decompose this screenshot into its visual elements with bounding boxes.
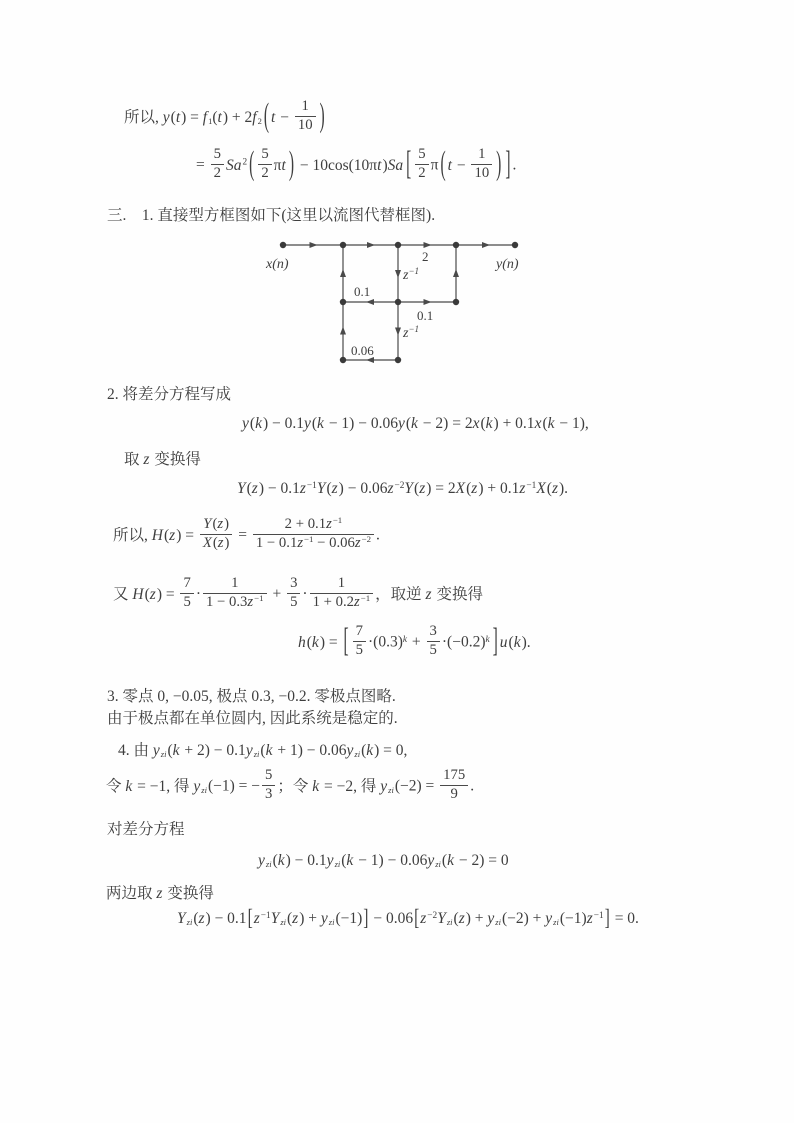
text-zeros-poles: 3. 零点 0, −0.05, 极点 0.3, −0.2. 零极点图略. — [107, 688, 396, 705]
formula-yt-definition: 所以, $y(t) = f_1(t) + 2f_2$ ( t − $\frac{1}{10}$ ) — [124, 98, 325, 135]
formula-zero-input-equation: $y_{zi}(k) - 0.1y_{zi}(k - 1) - 0.06y_{zi}(k - 2) = 0$ — [258, 852, 509, 870]
text-for-difference-equation: 对差分方程 — [107, 821, 185, 838]
signal-flow-graph — [256, 234, 561, 379]
graph-node — [453, 242, 459, 248]
graph-label: 0.06 — [351, 343, 374, 358]
graph-arrowhead — [366, 299, 374, 305]
formula-initial-conditions: 令 k = −1, 得 $y_{zi}(-1)$ = − $\frac{5}{3}$ ；令 k = −2, 得 $y_{zi}(-2)$ = $\frac{175}{9}$ . — [106, 767, 475, 802]
text-take-z-transform: 取 z 变换得 — [124, 451, 201, 468]
graph-arrowhead — [310, 242, 318, 248]
graph-arrowhead — [395, 270, 401, 278]
graph-node — [340, 242, 346, 248]
formula-yt-expanded: = $\frac{5}{2}$ Sa$^2$ ( $\frac{5}{2}$ πt ) − 10cos(10πt)Sa [ $\frac{5}{2}$ π ( t − $\frac{1}{10}$ ) ] . — [196, 146, 517, 183]
graph-label: 0.1 — [417, 308, 434, 323]
heading-problem3-part1: 三. 1. 直接型方框图如下(这里以流图代替框图). — [107, 207, 436, 224]
formula-impulse-response: h(k) = [ $\frac{7}{5}$ $\cdot(0.3)^k$ + $\frac{3}{5}$ $\cdot(-0.2)^k$ ] u(k). — [298, 623, 531, 660]
graph-arrowhead — [453, 269, 459, 277]
formula-z-domain-equation: $Y(z) - 0.1z^{-1}Y(z) - 0.06z^{-2}Y(z) = 2X(z) + 0.1z^{-1}X(z)$. — [237, 480, 569, 497]
graph-label: 2 — [422, 249, 429, 264]
text-z-transform-both-sides: 两边取 z 变换得 — [106, 885, 214, 902]
formula-transfer-function: 所以, H(z) = $\frac{Y(z)}{X(z)}$ = $\frac{2 + 0.1z^{-1}}{1 - 0.1z^{-1} - 0.06z^{-2}}$ . — [113, 515, 380, 551]
graph-node — [340, 299, 346, 305]
graph-label: x(n) — [266, 257, 289, 272]
formula-zero-input-recursion: 4. 由 $y_{zi}(k + 2) - 0.1y_{zi}(k + 1) - 0.06y_{zi}(k) = 0$, — [118, 742, 408, 760]
signal-flow-diagram — [256, 234, 561, 384]
formula-difference-equation: y(k) − 0.1y(k − 1) − 0.06y(k − 2) = 2x(k) + 0.1x(k − 1), — [242, 415, 589, 432]
text-stability: 由于极点都在单位圆内, 因此系统是稳定的. — [107, 710, 398, 727]
graph-node — [453, 299, 459, 305]
graph-label: 0.1 — [354, 284, 371, 299]
graph-arrowhead — [424, 299, 432, 305]
graph-node — [395, 299, 401, 305]
graph-label: $z^{-1}$ — [403, 324, 420, 341]
formula-partial-fractions: 又 H(z) = $\frac{7}{5}$ · $\frac{1}{1 - 0.3z^{-1}}$ + $\frac{3}{5}$ · $\frac{1}{1 + 0.2z^{-1}}$ ，取逆 z 变换得 — [113, 575, 483, 610]
graph-arrowhead — [340, 327, 346, 335]
graph-node — [395, 357, 401, 363]
graph-node — [340, 357, 346, 363]
graph-arrowhead — [367, 242, 375, 248]
graph-node — [512, 242, 518, 248]
graph-arrowhead — [395, 328, 401, 336]
graph-node — [395, 242, 401, 248]
formula-z-domain-zero-input: $Y_{zi}(z) - 0.1[z^{-1}Y_{zi}(z) + y_{zi}(-1)] - 0.06[z^{-2}Y_{zi}(z) + y_{zi}(-2) + y_{zi}(-1)z^{-1}] = 0$. — [177, 905, 639, 931]
graph-arrowhead — [482, 242, 490, 248]
graph-label: y(n) — [496, 257, 519, 272]
graph-arrowhead — [424, 242, 432, 248]
graph-label: $z^{-1}$ — [403, 266, 420, 283]
graph-arrowhead — [340, 269, 346, 277]
heading-part2: 2. 将差分方程写成 — [107, 386, 232, 403]
graph-node — [280, 242, 286, 248]
